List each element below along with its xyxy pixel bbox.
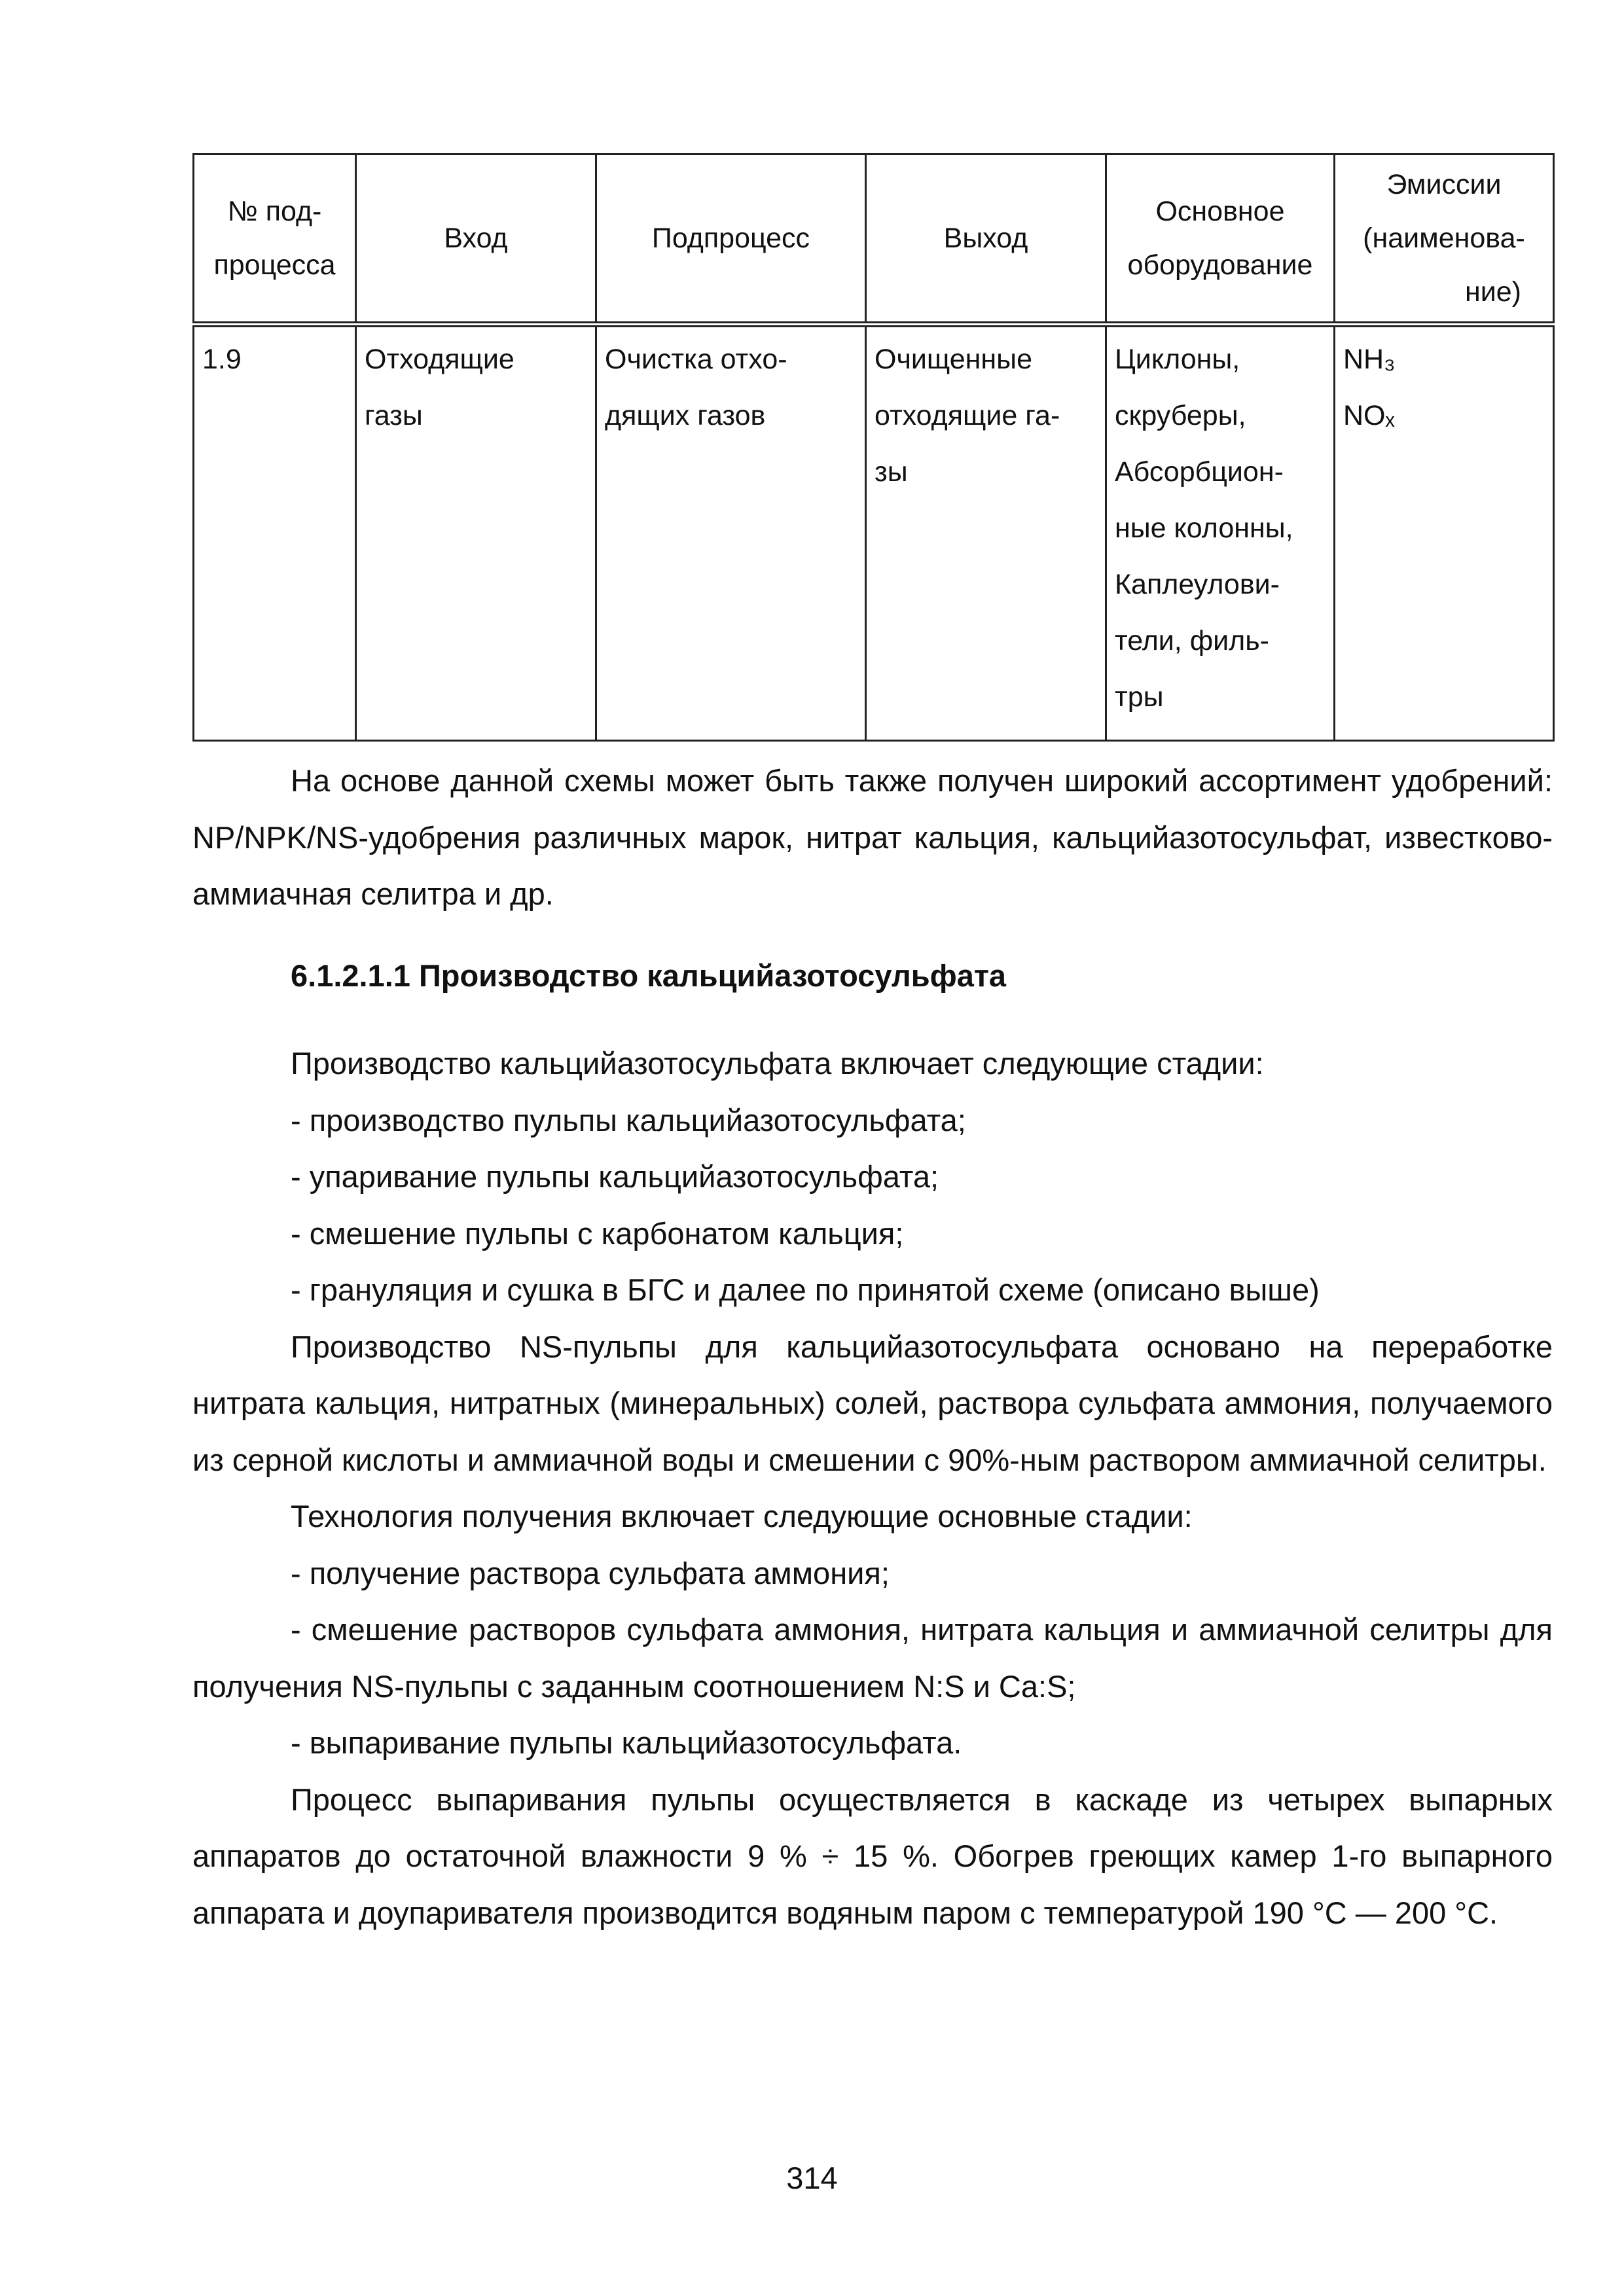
cell-output: Очищенные отходящие га- зы: [866, 325, 1106, 741]
header-emissions: Эмиссии (наименова- ние): [1335, 154, 1554, 325]
header-subprocess: Подпроцесс: [596, 154, 866, 325]
list-item: - смешение пульпы с карбонатом кальция;: [291, 1215, 904, 1251]
cell-input: Отходящие газы: [356, 325, 596, 741]
list-item: - получение раствора сульфата аммония;: [291, 1555, 890, 1590]
section-heading: 6.1.2.1.1 Производство кальцийазотосульфата: [291, 958, 1007, 993]
page-number: 314: [786, 2161, 838, 2195]
cell-subprocess: Очистка отхо- дящих газов: [596, 325, 866, 741]
header-output: Выход: [866, 154, 1106, 325]
list-item: - производство пульпы кальцийазотосульфата;: [291, 1102, 966, 1138]
header-process-number: № под- процесса: [194, 154, 356, 325]
header-input: Вход: [356, 154, 596, 325]
intro-paragraph: На основе данной схемы может быть также получен широкий ассортимент удобрений: NP/NPK/NS-удобрения различных марок, нитрат кальция, кальцийазотосульфат, известково-аммиачная селитра и др.: [192, 763, 1553, 911]
body-text: [192, 753, 1553, 1941]
list-item: - смешение растворов сульфата аммония, нитрата кальция и аммиачной селитры для получения NS-пульпы с заданным соотношением N:S и Ca:S;: [192, 1612, 1553, 1704]
table-header-row: [194, 154, 1554, 325]
list-item: - упаривание пульпы кальцийазотосульфата;: [291, 1159, 939, 1194]
list-item: - грануляция и сушка в БГС и далее по принятой схеме (описано выше): [291, 1272, 1320, 1307]
cell-equipment: Циклоны, скруберы, Абсорбцион- ные колонны, Каплеулови- тели, филь- тры: [1106, 325, 1335, 741]
header-equipment: Основное оборудование: [1106, 154, 1335, 325]
cell-emissions: NH₃ NOₓ: [1335, 325, 1554, 741]
ns-pulp-paragraph: Производство NS-пульпы для кальцийазотосульфата основано на переработке нитрата кальция, нитратных (минеральных) солей, раствора сульфата аммония, получаемого из серной кислоты и аммиачной воды и смешении с 90%-ным раствором аммиачной селитры.: [192, 1329, 1553, 1477]
tech-intro: Технология получения включает следующие основные стадии:: [291, 1499, 1193, 1534]
cell-process-number: 1.9: [194, 325, 356, 741]
list-item: - выпаривание пульпы кальцийазотосульфата.: [291, 1725, 962, 1760]
evaporation-paragraph: Процесс выпаривания пульпы осуществляется в каскаде из четырех выпарных аппаратов до остаточной влажности 9 % ÷ 15 %. Обогрев греющих камер 1-го выпарного аппарата и доупаривателя производится водяным паром с температурой 190 °C — 200 °C.: [192, 1782, 1553, 1930]
table-row: [194, 325, 1554, 741]
process-table: [192, 153, 1555, 742]
stages-intro: Производство кальцийазотосульфата включает следующие стадии:: [291, 1046, 1264, 1081]
